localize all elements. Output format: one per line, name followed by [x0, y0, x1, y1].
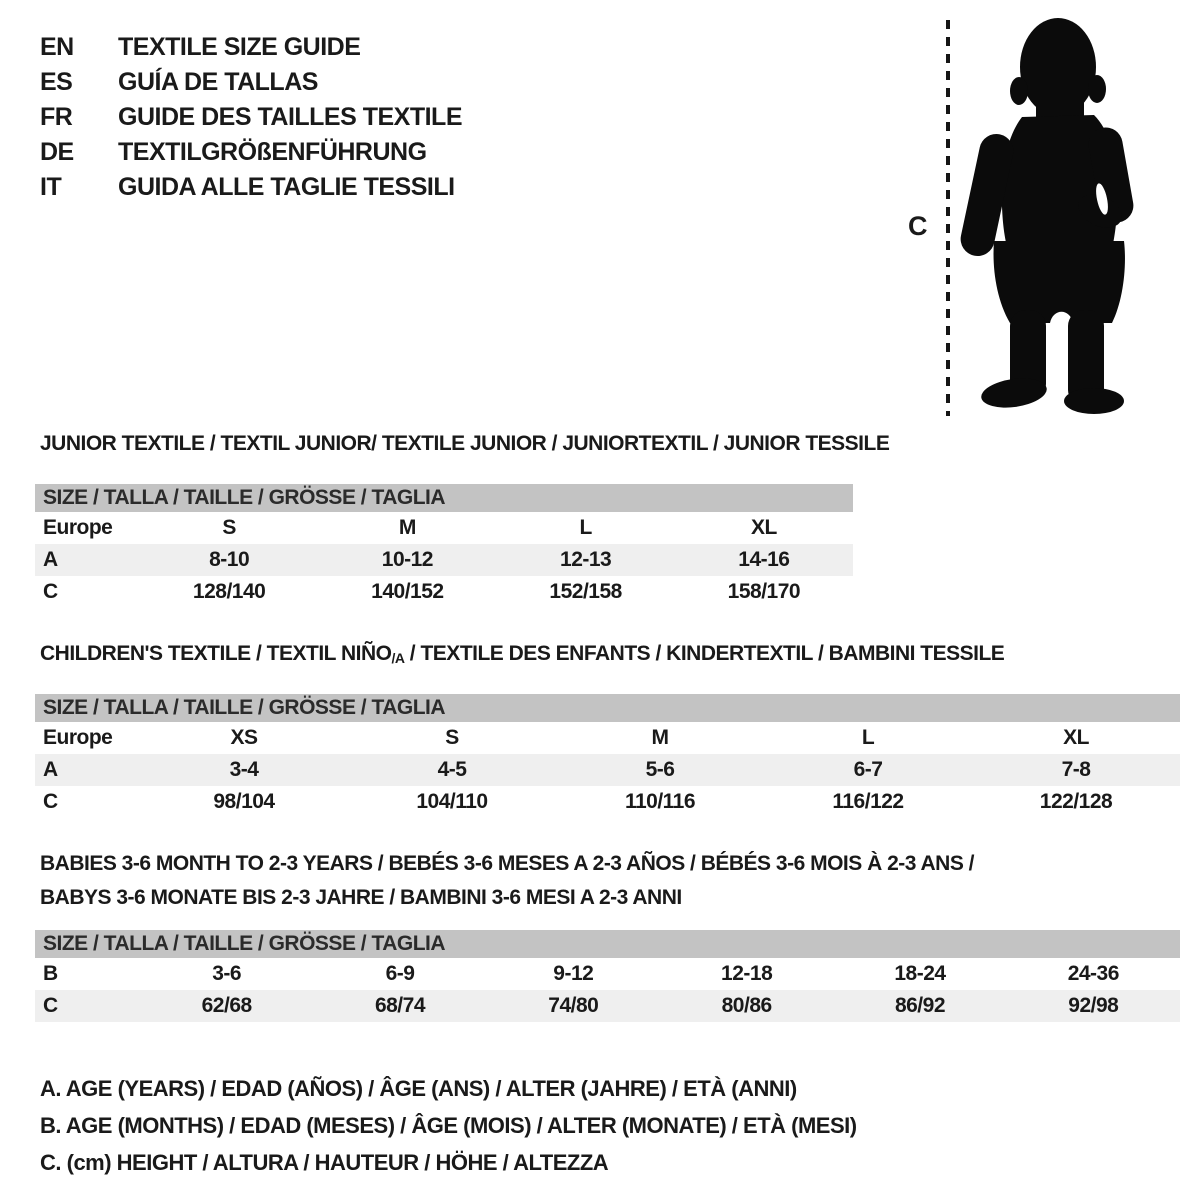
height-cell: 158/170	[727, 580, 801, 603]
row-label: C	[43, 790, 58, 813]
height-cell: 62/68	[201, 994, 252, 1017]
size-cell: S	[222, 516, 236, 539]
children-title-sub: /A	[391, 650, 405, 666]
table-row-months	[35, 958, 1180, 990]
language-code: ES	[40, 68, 73, 96]
height-measure-dashed-line	[946, 20, 950, 416]
legend-age-years: A. AGE (YEARS) / EDAD (AÑOS) / ÂGE (ANS) / ALTER (JAHRE) / ETÀ (ANNI)	[40, 1076, 797, 1101]
language-code: EN	[40, 33, 74, 61]
guide-title: GUÍA DE TALLAS	[118, 68, 318, 96]
row-label: A	[43, 758, 58, 781]
toddler-silhouette-icon	[958, 15, 1143, 420]
size-header-bar: SIZE / TALLA / TAILLE / GRÖSSE / TAGLIA	[35, 930, 1180, 958]
language-code: DE	[40, 138, 74, 166]
months-cell: 24-36	[1067, 962, 1119, 985]
size-cell: S	[445, 726, 459, 749]
height-cell: 68/74	[374, 994, 426, 1017]
row-label: Europe	[43, 516, 113, 539]
table-row-height	[35, 990, 1180, 1022]
babies-section-title	[40, 847, 974, 915]
legend-height-cm: C. (cm) HEIGHT / ALTURA / HAUTEUR / HÖHE / ALTEZZA	[40, 1150, 609, 1175]
height-cell: 92/98	[1068, 994, 1119, 1017]
size-cell: M	[651, 726, 669, 749]
children-section-title	[40, 642, 1004, 670]
language-row-it	[40, 170, 462, 205]
table-row-age	[35, 544, 853, 576]
height-cell: 74/80	[548, 994, 599, 1017]
legend-block	[40, 1070, 857, 1181]
height-cell: 104/110	[416, 790, 488, 813]
row-label: C	[43, 580, 58, 603]
months-cell: 12-18	[721, 962, 773, 985]
guide-title: TEXTILE SIZE GUIDE	[118, 33, 361, 61]
junior-size-table	[35, 484, 853, 608]
language-code: IT	[40, 173, 62, 201]
height-cell: 152/158	[549, 580, 622, 603]
size-cell: XS	[230, 726, 258, 749]
row-label: Europe	[43, 726, 113, 749]
language-code: FR	[40, 103, 73, 131]
children-title-prefix: CHILDREN'S TEXTILE / TEXTIL NIÑO	[40, 642, 392, 665]
row-label: C	[43, 994, 58, 1017]
height-cell: 140/152	[371, 580, 444, 603]
age-cell: 12-13	[560, 548, 612, 571]
age-cell: 4-5	[437, 758, 467, 781]
age-cell: 10-12	[381, 548, 433, 571]
language-row-en	[40, 30, 462, 65]
babies-title-line2: BABYS 3-6 MONATE BIS 2-3 JAHRE / BAMBINI 3-6 MESI A 2-3 ANNI	[40, 886, 682, 909]
height-cell: 86/92	[894, 994, 946, 1017]
row-label: A	[43, 548, 58, 571]
junior-section-title: JUNIOR TEXTILE / TEXTIL JUNIOR/ TEXTILE JUNIOR / JUNIORTEXTIL / JUNIOR TESSILE	[40, 432, 890, 455]
language-title-block	[40, 30, 462, 205]
age-cell: 6-7	[853, 758, 883, 781]
guide-title: GUIDE DES TAILLES TEXTILE	[118, 103, 463, 131]
size-cell: XL	[1063, 726, 1089, 749]
language-row-de	[40, 135, 462, 170]
height-cell: 128/140	[192, 580, 266, 603]
guide-title: TEXTILGRÖßENFÜHRUNG	[118, 138, 427, 166]
row-label: B	[43, 962, 58, 985]
children-title-suffix: / TEXTILE DES ENFANTS / KINDERTEXTIL / BAMBINI TESSILE	[404, 642, 1005, 665]
height-cell: 110/116	[624, 790, 696, 813]
months-cell: 6-9	[385, 962, 415, 985]
legend-age-months: B. AGE (MONTHS) / EDAD (MESES) / ÂGE (MOIS) / ALTER (MONATE) / ETÀ (MESI)	[40, 1113, 857, 1138]
size-cell: M	[398, 516, 416, 539]
babies-size-table	[35, 930, 1180, 1022]
height-cell: 122/128	[1039, 790, 1113, 813]
children-size-table	[35, 694, 1180, 818]
table-row-height	[35, 786, 1180, 818]
babies-title-line1: BABIES 3-6 MONTH TO 2-3 YEARS / BEBÉS 3-6 MESES A 2-3 AÑOS / BÉBÉS 3-6 MOIS À 2-3 ANS /	[40, 852, 975, 875]
table-row-europe	[35, 722, 1180, 754]
language-row-fr	[40, 100, 462, 135]
age-cell: 7-8	[1061, 758, 1091, 781]
age-cell: 3-4	[229, 758, 259, 781]
age-cell: 8-10	[209, 548, 250, 571]
size-header-bar: SIZE / TALLA / TAILLE / GRÖSSE / TAGLIA	[35, 694, 1180, 722]
table-row-europe	[35, 512, 853, 544]
size-cell: L	[861, 726, 875, 749]
height-measure-label: C	[908, 211, 927, 241]
size-header-bar: SIZE / TALLA / TAILLE / GRÖSSE / TAGLIA	[35, 484, 853, 512]
months-cell: 18-24	[894, 962, 946, 985]
height-cell: 98/104	[213, 790, 275, 813]
size-cell: L	[579, 516, 592, 539]
size-cell: XL	[750, 516, 777, 539]
guide-title: GUIDA ALLE TAGLIE TESSILI	[118, 173, 455, 201]
age-cell: 14-16	[738, 548, 790, 571]
table-row-height	[35, 576, 853, 608]
age-cell: 5-6	[645, 758, 675, 781]
language-row-es	[40, 65, 462, 100]
months-cell: 9-12	[553, 962, 594, 985]
table-row-age	[35, 754, 1180, 786]
height-cell: 116/122	[832, 790, 904, 813]
months-cell: 3-6	[212, 962, 242, 985]
height-cell: 80/86	[721, 994, 772, 1017]
